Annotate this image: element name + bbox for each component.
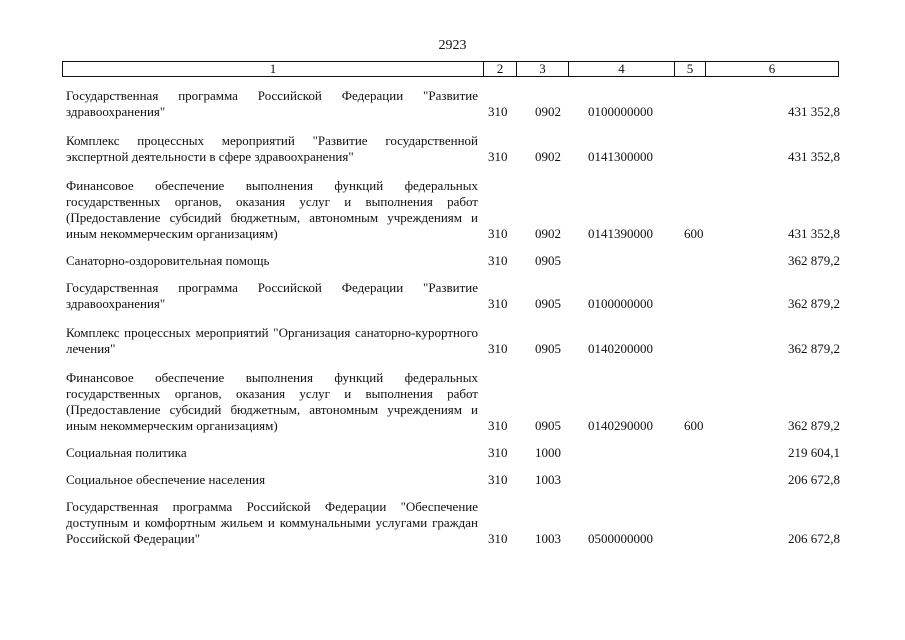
row-admin: 310 (488, 418, 508, 433)
page-number: 2923 (438, 38, 467, 53)
table-row (66, 178, 842, 242)
row-name: Государственная программа Российской Федерации "Развитие здравоохранения" (66, 88, 478, 119)
row-admin: 310 (488, 445, 508, 460)
row-amount: 206 672,8 (788, 531, 840, 546)
table-row (66, 472, 842, 488)
row-admin: 310 (488, 296, 508, 311)
row-expense-type: 600 (684, 226, 704, 241)
row-section: 0905 (535, 418, 561, 433)
table-row (66, 370, 842, 434)
table-row (66, 325, 842, 357)
column-header-amount: 6 (705, 62, 838, 76)
table-row (66, 253, 842, 269)
row-expense-type: 600 (684, 418, 704, 433)
row-amount: 219 604,1 (788, 445, 840, 460)
row-name: Государственная программа Российской Федерации "Обеспечение доступным и комфортным жильем и коммунальными услугами граждан Российской Федерации" (66, 499, 478, 546)
column-header-section: 3 (516, 62, 568, 76)
row-name: Финансовое обеспечение выполнения функций федеральных государственных органов, оказания услуг и выполнения работ (Предоставление субсидий бюджетным, автономным учреждениям и иным некоммерческим организациям) (66, 178, 478, 241)
row-admin: 310 (488, 531, 508, 546)
column-header-admin: 2 (483, 62, 516, 76)
row-section: 1000 (535, 445, 561, 460)
column-header-expense-type: 5 (674, 62, 705, 76)
row-section: 0905 (535, 296, 561, 311)
row-amount: 431 352,8 (788, 149, 840, 164)
row-name: Санаторно-оздоровительная помощь (66, 253, 270, 268)
row-name: Социальное обеспечение населения (66, 472, 266, 487)
row-section: 1003 (535, 531, 561, 546)
table-row (66, 499, 842, 547)
row-section: 1003 (535, 472, 561, 487)
row-amount: 431 352,8 (788, 226, 840, 241)
row-target: 0140200000 (588, 341, 653, 356)
row-section: 0905 (535, 253, 561, 268)
row-admin: 310 (488, 253, 508, 268)
row-section: 0902 (535, 149, 561, 164)
row-admin: 310 (488, 341, 508, 356)
table-row (66, 445, 842, 461)
row-amount: 431 352,8 (788, 104, 840, 119)
budget-rows (66, 88, 842, 547)
table-row (66, 133, 842, 165)
row-target: 0141390000 (588, 226, 653, 241)
column-header-row (62, 61, 839, 77)
row-name: Финансовое обеспечение выполнения функций федеральных государственных органов, оказания услуг и выполнения работ (Предоставление субсидий бюджетным, автономным учреждениям и иным некоммерческим организациям) (66, 370, 478, 433)
row-admin: 310 (488, 149, 508, 164)
row-target: 0140290000 (588, 418, 653, 433)
column-header-target: 4 (568, 62, 674, 76)
table-row (66, 88, 842, 120)
row-amount: 362 879,2 (788, 296, 840, 311)
row-name: Комплекс процессных мероприятий "Развитие государственной экспертной деятельности в сфере здравоохранения" (66, 133, 478, 164)
row-target: 0100000000 (588, 104, 653, 119)
row-name: Комплекс процессных мероприятий "Организация санаторно-курортного лечения" (66, 325, 478, 356)
row-name: Социальная политика (66, 445, 187, 460)
row-section: 0902 (535, 104, 561, 119)
row-target: 0500000000 (588, 531, 653, 546)
row-target: 0141300000 (588, 149, 653, 164)
row-name: Государственная программа Российской Федерации "Развитие здравоохранения" (66, 280, 478, 311)
row-admin: 310 (488, 104, 508, 119)
row-section: 0902 (535, 226, 561, 241)
row-admin: 310 (488, 472, 508, 487)
row-amount: 362 879,2 (788, 341, 840, 356)
row-amount: 362 879,2 (788, 418, 840, 433)
row-target: 0100000000 (588, 296, 653, 311)
column-header-name: 1 (269, 61, 277, 76)
row-section: 0905 (535, 341, 561, 356)
row-admin: 310 (488, 226, 508, 241)
row-amount: 362 879,2 (788, 253, 840, 268)
table-row (66, 280, 842, 312)
row-amount: 206 672,8 (788, 472, 840, 487)
